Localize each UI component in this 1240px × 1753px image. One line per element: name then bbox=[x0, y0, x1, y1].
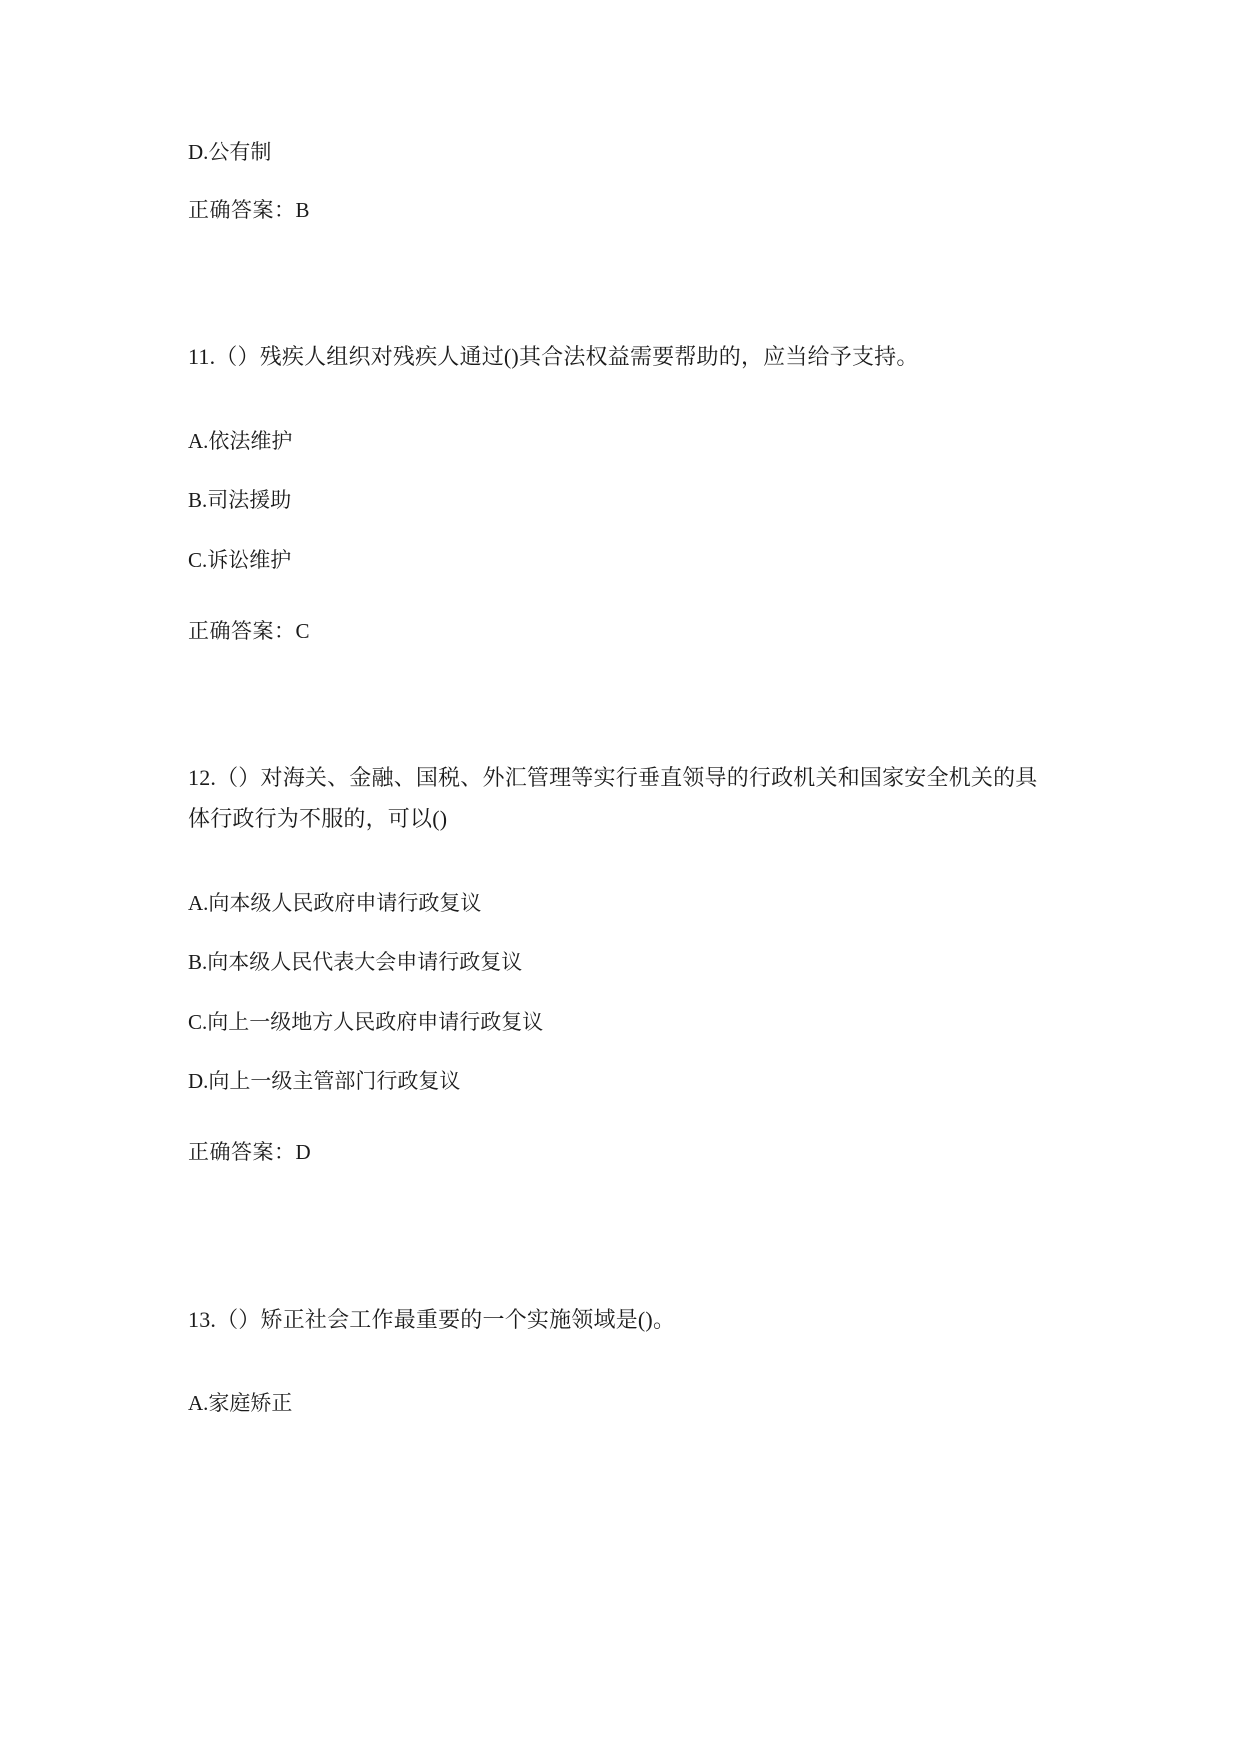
answer-label: 正确答案： bbox=[188, 618, 296, 643]
answer-value: C bbox=[295, 618, 311, 643]
question-number: 12. bbox=[188, 765, 217, 791]
option-item: B.司法援助 bbox=[188, 488, 292, 513]
option-list bbox=[188, 874, 1050, 1112]
question-tail-block bbox=[188, 0, 1050, 227]
option-item: A.向本级人民政府申请行政复议 bbox=[188, 890, 482, 915]
option-list bbox=[188, 1374, 1050, 1434]
option-item: C.向上一级地方人民政府申请行政复议 bbox=[188, 1009, 544, 1034]
option-item: C.诉讼维护 bbox=[188, 548, 292, 573]
answer-label: 正确答案： bbox=[188, 197, 296, 222]
question-block bbox=[188, 337, 1050, 648]
option-item: B.向本级人民代表大会申请行政复议 bbox=[188, 950, 523, 975]
question-stem-text: （）对海关、金融、国税、外汇管理等实行垂直领导的行政机关和国家安全机关的具体行政行为不服的，可以() bbox=[188, 765, 1038, 831]
question-stem bbox=[188, 1300, 1050, 1341]
question-number: 13. bbox=[188, 1306, 217, 1332]
correct-answer-line bbox=[188, 1136, 1050, 1170]
option-list bbox=[188, 412, 1050, 591]
question-number: 11. bbox=[188, 344, 216, 370]
question-block bbox=[188, 1300, 1050, 1434]
option-item: D.向上一级主管部门行政复议 bbox=[188, 1069, 461, 1094]
question-stem bbox=[188, 337, 1050, 378]
answer-value: D bbox=[295, 1140, 312, 1164]
correct-answer-line bbox=[188, 194, 1050, 228]
question-stem-text: （）矫正社会工作最重要的一个实施领域是()。 bbox=[216, 1306, 676, 1332]
correct-answer-line bbox=[188, 615, 1050, 649]
question-stem-text: （）残疾人组织对残疾人通过()其合法权益需要帮助的，应当给予支持。 bbox=[215, 344, 919, 370]
option-item: A.家庭矫正 bbox=[188, 1391, 293, 1416]
option-item: A.依法维护 bbox=[188, 428, 293, 453]
question-block bbox=[188, 758, 1050, 1169]
answer-value: B bbox=[295, 197, 311, 222]
answer-label: 正确答案： bbox=[188, 1140, 296, 1164]
question-stem bbox=[188, 758, 1050, 839]
option-item: D.公有制 bbox=[188, 140, 272, 164]
